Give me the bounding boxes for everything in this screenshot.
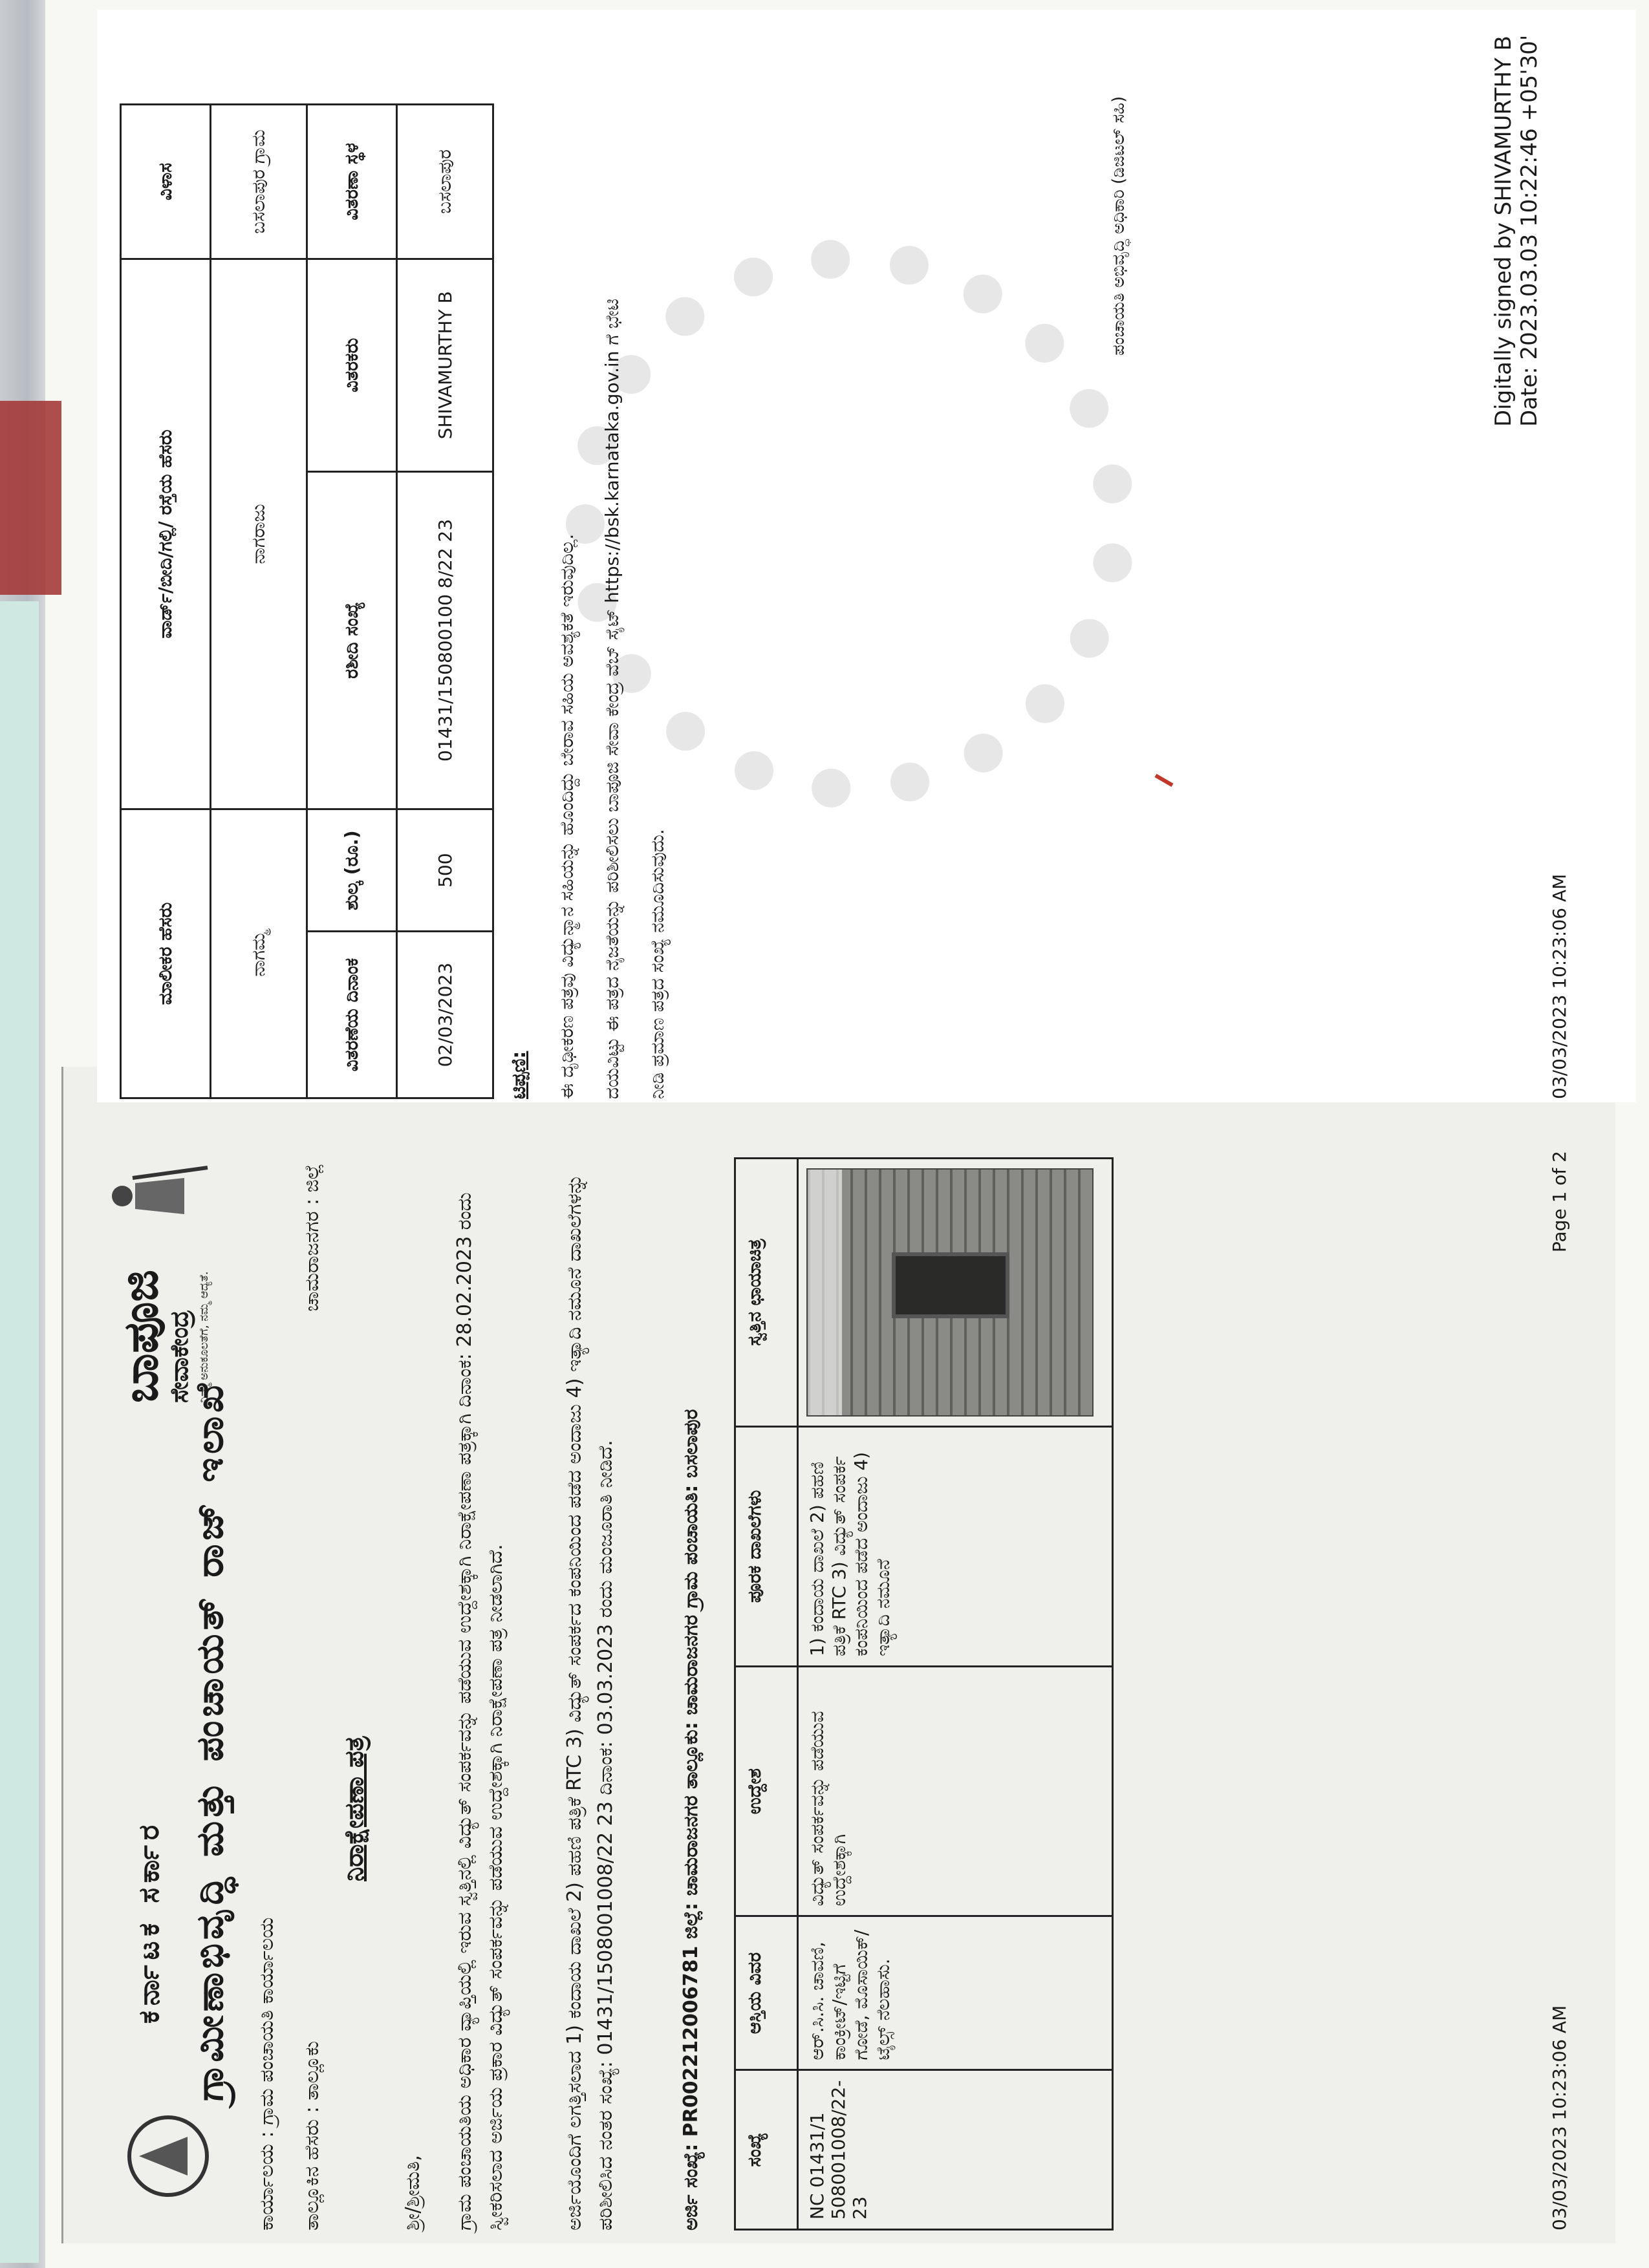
col-property-header: ಆಸ್ತಿಯ ವಿವರ xyxy=(735,1916,798,2070)
print-timestamp: 03/03/2023 10:23:06 AM xyxy=(1549,2005,1570,2231)
issue-place-header: ವಿತರಣಾ ಸ್ಥಳ xyxy=(307,105,397,259)
owner-name-header: ಮಾಲೀಕರ ಹೆಸರು xyxy=(121,809,211,1098)
office-line: ಕಾರ್ಯಾಲಯ : ಗ್ರಾಮ ಪಂಚಾಯತಿ ಕಾರ್ಯಾಲಯ xyxy=(255,1917,278,2231)
government-title: ಕರ್ನಾಟಕ ಸರ್ಕಾರ xyxy=(133,1819,166,2024)
greeting: ಶ್ರೀ/ಶ್ರೀಮತಿ, xyxy=(402,2155,424,2231)
cell-purpose: ವಿದ್ಯುತ್ ಸಂಪರ್ಕವನ್ನು ಪಡೆಯುವ ಉದ್ದೇಶಕ್ಕಾಗಿ xyxy=(798,1666,1113,1916)
gandhi-logo-icon xyxy=(107,1157,210,1235)
table-row xyxy=(798,1159,1113,2230)
col-photo-header: ಸ್ವತ್ತಿನ ಛಾಯಾಚಿತ್ರ xyxy=(735,1159,798,1427)
issuer-header: ವಿತರಕರು xyxy=(307,259,397,471)
taluk-line: ತಾಲ್ಲೂಕಿನ ಹೆಸರು : ತಾಲ್ಲೂಕು xyxy=(301,2040,323,2231)
paragraph-documents: ಅರ್ಜಿಯೊಂದಿಗೆ ಲಗತ್ತಿಸಲಾದ 1) ಕಂದಾಯ ದಾಖಲೆ 2) ಪಹಣಿ ಪತ್ರಿಕೆ RTC 3) ವಿದ್ಯುತ್ ಸಂಪರ್ಕದ ಕಂಪನಿಯಿಂದ ಪಡೆದ ಅಂದಾಜು 4) ಇತ್ಯಾದಿ ನಮೂನೆ ದಾಖಲೆಗಳನ್ನು ಪರಿಶೀಲಿಸಿದ ನಂತರ ಸಂಖ್ಯೆ: 01431/1508001008/22 23 ದಿನಾಂಕ: 03.03.2023 ರಂದು ಮಂಜೂರಾತಿ ನೀಡಿದೆ. xyxy=(563,1173,617,2231)
ward-street-value: ನಾಗರಾಜು xyxy=(211,259,307,809)
paragraph-application-number: ಅರ್ಜಿ ಸಂಖ್ಯೆ: PR002212006781 ಜಿಲ್ಲೆ: ಚಾಮರಾಜನಗರ ತಾಲ್ಲೂಕು: ಚಾಮರಾಜನಗರ ಗ್ರಾಮ ಪಂಚಾಯತಿ: ಬಸಲಾಪುರ xyxy=(680,1409,702,2231)
notes-title: ಟಿಪ್ಪಣಿ: xyxy=(508,1051,530,1099)
address-value: ಬಸಲಾಪುರ ಗ್ರಾಮ xyxy=(211,105,307,259)
property-photo xyxy=(806,1168,1094,1417)
cell-photo xyxy=(798,1159,1113,1427)
ward-street-header: ವಾರ್ಡ್/ಬೀದಿ/ಗಲ್ಲಿ/ ರಸ್ತೆಯ ಹೆಸರು xyxy=(121,259,211,809)
district-line: ಚಾಮರಾಜನಗರ : ಜಿಲ್ಲೆ xyxy=(301,1164,323,1312)
note-line: ದಯವಿಟ್ಟು ಈ ಪತ್ರದ ನೈಜತೆಯನ್ನು ಪರಿಶೀಲಿಸಲು ಬಾಪೂಜಿ ಸೇವಾ ಕೇಂದ್ರ ವೆಬ್ ಸೈಟ್ https://bsk.karnataka.gov.in ಗೆ ಭೇಟಿ xyxy=(601,298,623,1099)
note-line: ಈ ದೃಢೀಕರಣ ಪತ್ರವು ವಿದ್ಯುನ್ಮಾನ ಸಹಿಯನ್ನು ಹೊಂದಿದ್ದು ಬೇರಾವ ಸಹಿಯ ಅವಶ್ಯಕತೆ ಇರುವುದಿಲ್ಲ. xyxy=(556,533,577,1099)
page-one-continued xyxy=(61,26,1600,1144)
issue-date-value: 02/03/2023 xyxy=(397,932,493,1098)
receipt-number-value: 01431/150800100 8/22 23 xyxy=(397,471,493,809)
col-docs-header: ಪೂರಕ ದಾಖಲೆಗಳು xyxy=(735,1427,798,1667)
cell-property: ಆರ್.ಸಿ.ಸಿ. ಚಾವಣಿ, ಕಾಂಕ್ರೀಟ್/ಇಟ್ಟಿಗೆ ಗೋಡೆ, ಮೊಸಾಯಿಕ್/ಟೈಲ್ಸ್ ನೆಲಹಾಸು. xyxy=(798,1916,1113,2070)
owner-name-value: ನಾಗಮ್ಮ xyxy=(211,809,307,1098)
page-one xyxy=(61,1125,1600,2243)
fee-header: ಶುಲ್ಕ (ರೂ.) xyxy=(307,809,397,932)
digital-signature xyxy=(1491,35,1542,427)
paragraph-application: ಗ್ರಾಮ ಪಂಚಾಯತಿಯ ಅಧಿಕಾರ ವ್ಯಾಪ್ತಿಯಲ್ಲಿ ಇರುವ ಸ್ವತ್ತಿನಲ್ಲಿ ವಿದ್ಯುತ್ ಸಂಪರ್ಕವನ್ನು ಪಡೆಯುವ ಉದ್ದೇಶಕ್ಕಾಗಿ ನಿರಾಕ್ಷೇಪಣಾ ಪತ್ರಕ್ಕಾಗಿ ದಿನಾಂಕ: 28.02.2023 ರಂದು ಸ್ವೀಕರಿಸಲಾದ ಅರ್ಜಿಯ ಪ್ರಕಾರ ವಿದ್ಯುತ್ ಸಂಪರ್ಕವನ್ನು ಪಡೆಯುವ ಉದ್ದೇಶಕ್ಕಾಗಿ ನಿರಾಕ್ಷೇಪಣಾ ಪತ್ರ ನೀಡಲಾಗಿದೆ. xyxy=(453,1192,507,2231)
issuer-value: SHIVAMURTHY B xyxy=(397,259,493,471)
details-table xyxy=(120,103,494,1099)
print-timestamp: 03/03/2023 10:23:06 AM xyxy=(1549,873,1570,1099)
fee-value: 500 xyxy=(397,809,493,932)
issue-place-value: ಬಸಲಾಪುರ xyxy=(397,105,493,259)
certificate-table xyxy=(734,1157,1114,2231)
state-emblem-icon xyxy=(120,2108,217,2205)
folder-edge xyxy=(0,601,39,2263)
brand-title: ಬಾಪೂಜಿ xyxy=(113,1269,169,1403)
page-number: Page 1 of 2 xyxy=(1549,1151,1570,1253)
cell-docs: 1) ಕಂದಾಯ ದಾಖಲೆ 2) ಪಹಣಿ ಪತ್ರಿಕೆ RTC 3) ವಿದ್ಯುತ್ ಸಂಪರ್ಕ ಕಂಪನಿಯಿಂದ ಪಡೆದ ಅಂದಾಜು 4) ಇತ್ಯಾದಿ ನಮೂನೆ xyxy=(798,1427,1113,1667)
cell-number: NC 01431/1 508001008/22- 23 xyxy=(798,2070,1113,2230)
signatory-label: ಪಂಚಾಯತಿ ಅಭಿವೃದ್ಧಿ ಅಧಿಕಾರಿ (ಡಿಜಿಟಲ್ ಸಹಿ) xyxy=(1109,96,1128,356)
issue-date-header: ವಿತರಣೆಯ ದಿನಾಂಕ xyxy=(307,932,397,1098)
col-number-header: ಸಂಖ್ಯೆ xyxy=(735,2070,798,2230)
digital-signature-date: Date: 2023.03.03 10:22:46 +05'30' xyxy=(1516,34,1542,427)
brand-subtitle: ಸೇವಾಕೇಂದ್ರ xyxy=(165,1310,193,1403)
digital-signature-name: Digitally signed by SHIVAMURTHY B xyxy=(1491,36,1516,427)
brand-tagline: ನಿಮ್ಮ ಅನುಕೂಲತೆಗೆ, ನಮ್ಮ ಆದ್ಯತೆ. xyxy=(197,1271,211,1403)
pen-mark xyxy=(1155,774,1174,787)
address-header: ವಿಳಾಸ xyxy=(121,105,211,259)
note-line: ನೀಡಿ ಪ್ರಮಾಣ ಪತ್ರದ ಸಂಖ್ಯೆ ನಮೂದಿಸುವುದು. xyxy=(647,829,668,1099)
department-title: ಗ್ರಾಮೀಣಾಭಿವೃದ್ಧಿ ಮತ್ತು ಪಂಚಾಯತ್ ರಾಜ್ ಇಲಾಖೆ xyxy=(188,1380,232,2101)
certificate-title: ನಿರಾಕ್ಷೇಪಣಾ ಪತ್ರ xyxy=(339,1736,369,1881)
receipt-number-header: ರಶೀದಿ ಸಂಖ್ಯೆ xyxy=(307,471,397,809)
col-purpose-header: ಉದ್ದೇಶ xyxy=(735,1666,798,1916)
rotated-document xyxy=(61,6,1600,2243)
red-folder-tab xyxy=(0,401,61,595)
